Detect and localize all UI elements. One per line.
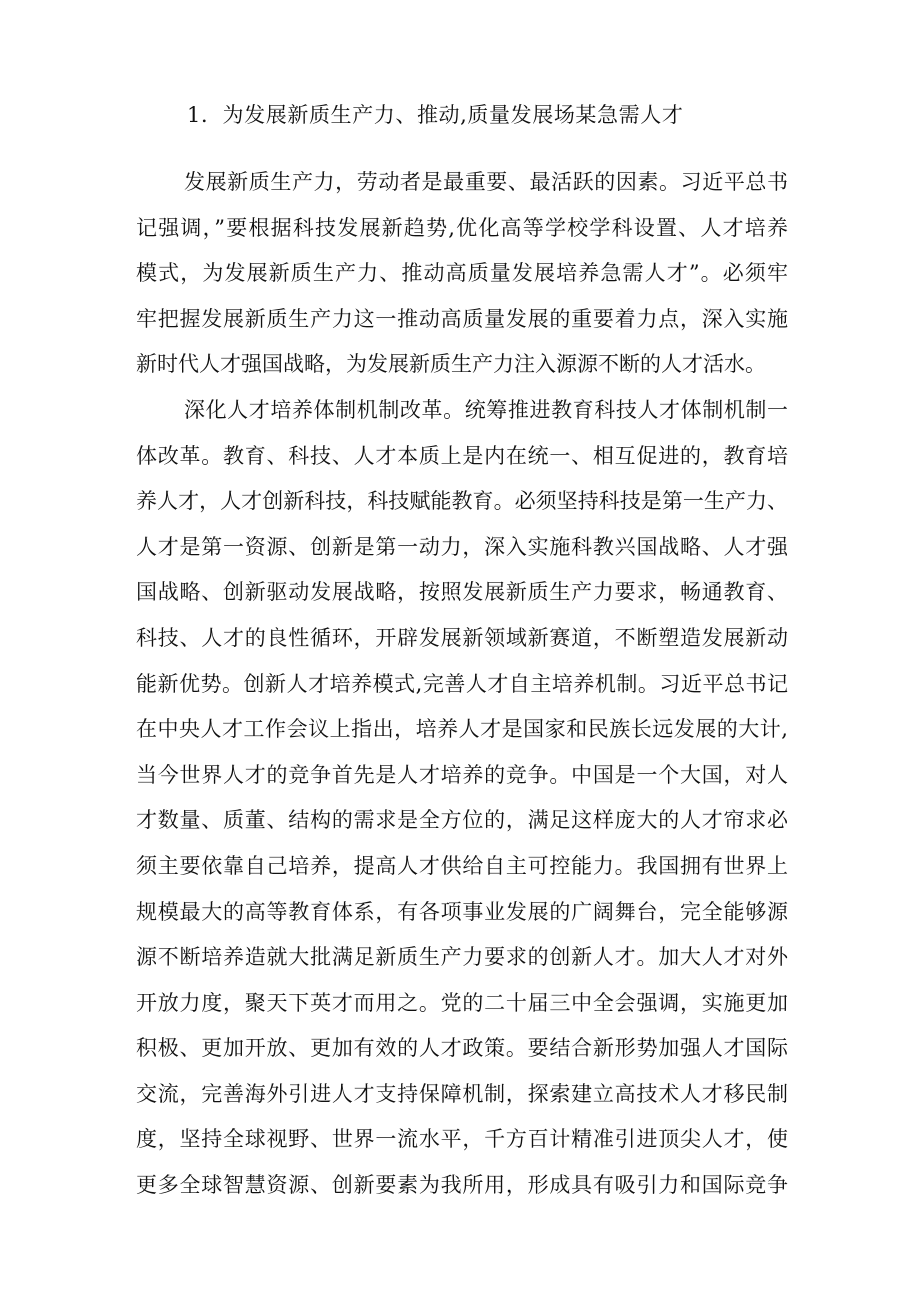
paragraph-2-line-9: 当今世界人才的竞争首先是人才培养的竞争。中国是一个大国，对人	[136, 762, 788, 787]
paragraph-2-line-13: 源不断培养造就大批满足新质生产力要求的创新人才。加大人才对外	[136, 945, 788, 970]
paragraph-2-line-2: 体改革。教育、科技、人才本质上是内在统一、相互促进的，教育培	[136, 443, 788, 468]
paragraph-2-line-18: 更多全球智慧资源、创新要素为我所用，形成具有吸引力和国际竞争	[136, 1173, 788, 1198]
paragraph-2-line-11: 须主要依靠自己培养，提高人才供给自主可控能力。我国拥有世界上	[136, 853, 788, 878]
section-heading: 1．为发展新质生产力、推动,质量发展场某急需人才	[187, 103, 684, 127]
paragraph-1-line-1: 发展新质生产力，劳动者是最重要、最活跃的因素。习近平总书	[184, 170, 788, 194]
paragraph-2-line-4: 人才是第一资源、创新是第一动力，深入实施科教兴国战略、人才强	[136, 534, 788, 559]
paragraph-2-line-10: 才数量、质董、结构的需求是全方位的，满足这样庞大的人才帘求必	[136, 808, 788, 833]
paragraph-1-line-4: 牢把握发展新质生产力这一推动高质量发展的重要着力点，深入实施	[136, 306, 788, 331]
paragraph-2-line-1: 深化人才培养体制机制改革。统筹推进教育科技人才体制机制一	[184, 397, 788, 422]
paragraph-1-line-5: 新时代人才强国战略，为发展新质生产力注入源源不断的人才活水。	[136, 352, 766, 377]
paragraph-2-line-6: 科技、人才的良性循环，开辟发展新领域新赛道，不断塑造发展新动	[136, 625, 788, 650]
paragraph-2-line-14: 开放力度，聚天下英才而用之。党的二十届三中全会强调，实施更加	[136, 990, 788, 1015]
paragraph-2-line-8: 在中央人才工作会议上指出，培养人才是国家和民族长远发展的大计,	[136, 717, 788, 742]
body-text	[136, 160, 788, 1209]
paragraph-2-line-15: 积极、更加开放、更加有效的人才政策。要结合新形势加强人才国际	[136, 1036, 788, 1061]
paragraph-2-line-3: 养人才，人才创新科技，科技赋能教育。必须坚持科技是第一生产力、	[136, 489, 788, 514]
paragraph-2-line-17: 度，坚持全球视野、世界一流水平，千方百计精准引进顶尖人才，使	[136, 1127, 788, 1152]
paragraph-2-line-7: 能新优势。创新人才培养模式,完善人才自主培养机制。习近平总书记	[136, 671, 788, 696]
paragraph-1-line-2: 记强调，”要根据科技发展新趋势,优化高等学校学科设置、人才培养	[136, 215, 788, 240]
paragraph-2-line-12: 规模最大的高等教育体系，有各项事业发展的广阔舞台，完全能够源	[136, 899, 788, 924]
paragraph-2-line-16: 交流，完善海外引进人才支持保障机制，探索建立高技术人才移民制	[136, 1081, 788, 1106]
paragraph-2-line-5: 国战略、创新驱动发展战略，按照发展新质生产力要求，畅通教育、	[136, 580, 788, 605]
paragraph-1-line-3: 模式，为发展新质生产力、推动高质量发展培养急需人才”。必须牢	[136, 261, 788, 286]
